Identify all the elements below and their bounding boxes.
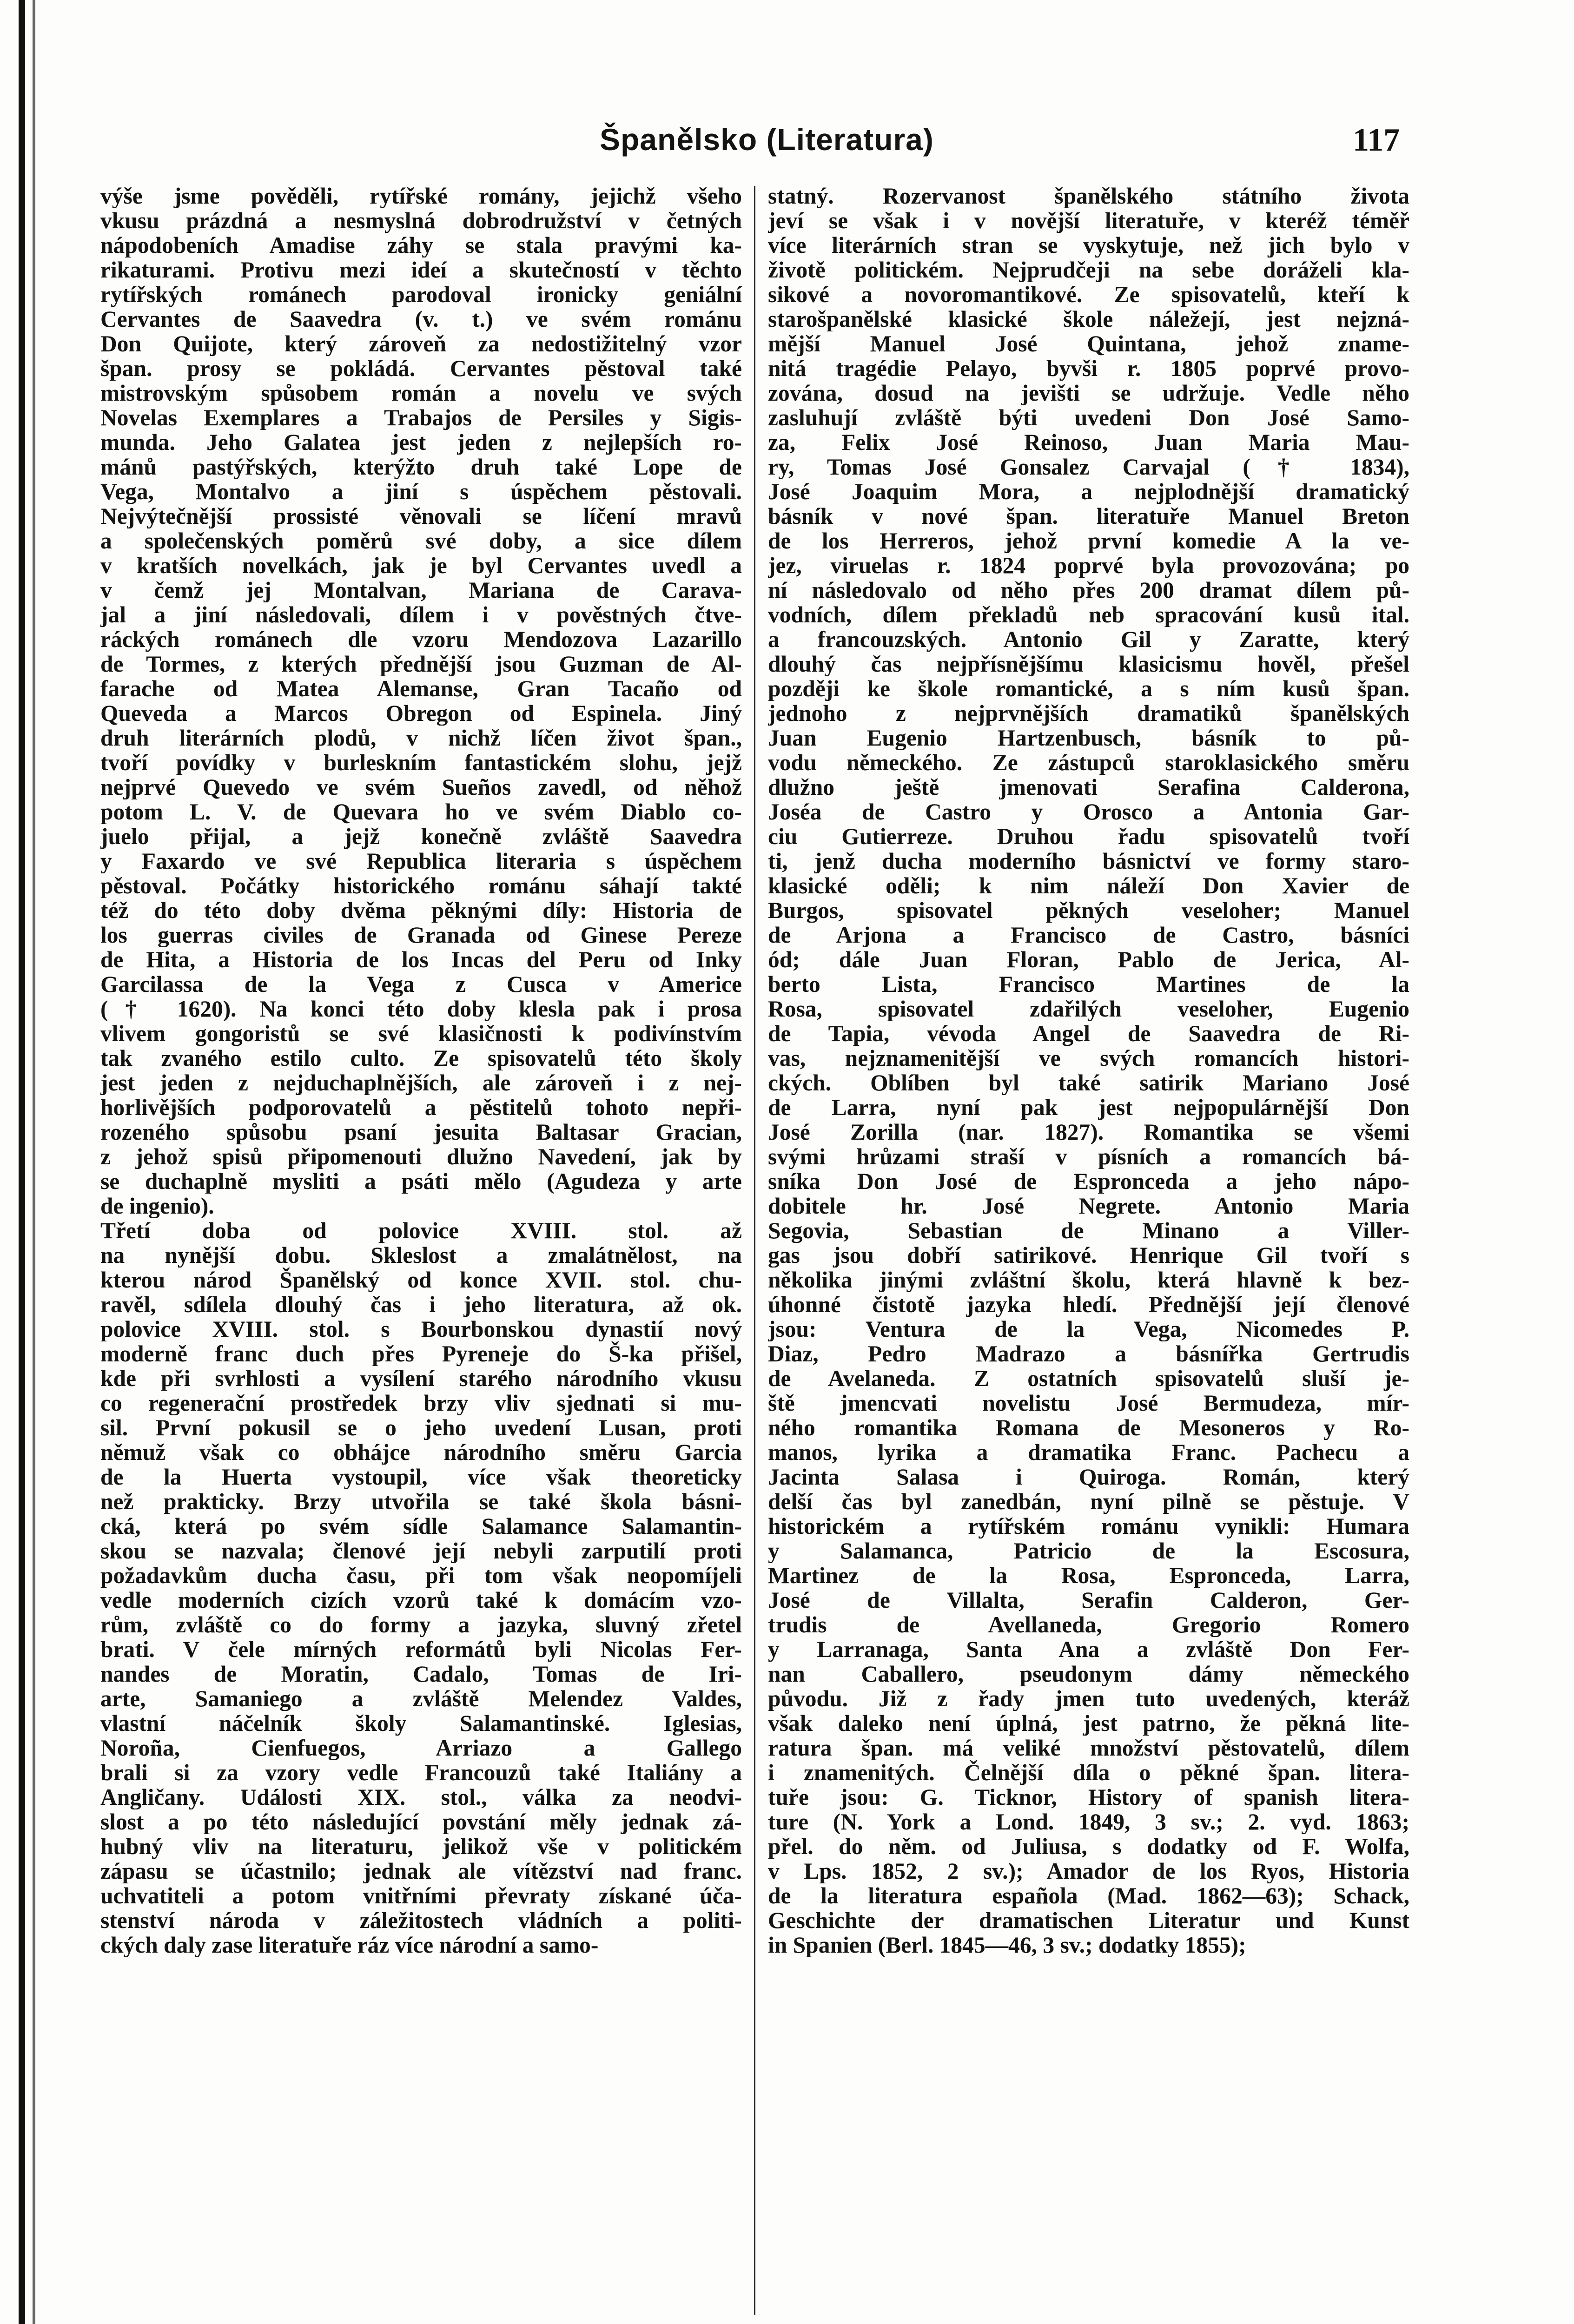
running-head xyxy=(0,122,1574,164)
text-line: ného romantika Romana de Mesoneros y Ro- xyxy=(768,1415,1409,1440)
text-line: úhonné čistotě jazyka hledí. Přednější její členové xyxy=(768,1292,1409,1317)
text-line: de la Huerta vystoupil, více však theoreticky xyxy=(100,1465,742,1489)
text-line: Noroña, Cienfuegos, Arriazo a Gallego xyxy=(100,1736,742,1760)
text-line: ratura špan. má veliké množství pěstovatelů, dílem xyxy=(768,1736,1409,1760)
text-line: výše jsme pověděli, rytířské romány, jejichž všeho xyxy=(100,184,742,208)
text-line: nan Caballero, pseudonym dámy německého xyxy=(768,1662,1409,1686)
binding-edge-shadow xyxy=(33,0,35,2324)
text-line: y Larranaga, Santa Ana a zvláště Don Fer- xyxy=(768,1637,1409,1662)
text-line: Queveda a Marcos Obregon od Espinela. Jiný xyxy=(100,701,742,726)
text-line: de Tormes, z kterých přednější jsou Guzman de Al- xyxy=(100,652,742,676)
text-line: pěstoval. Počátky historického románu sáhají takté xyxy=(100,873,742,898)
text-line: sil. První pokusil se o jeho uvedení Lusan, proti xyxy=(100,1415,742,1440)
text-line: de Arjona a Francisco de Castro, básníci xyxy=(768,923,1409,947)
text-line: dobitele hr. José Negrete. Antonio Maria xyxy=(768,1194,1409,1218)
text-line: tvoří povídky v burleskním fantastickém slohu, jejž xyxy=(100,750,742,775)
text-line: požadavkům ducha času, při tom však neopomíjeli xyxy=(100,1563,742,1588)
left-column xyxy=(100,184,742,1957)
text-line: José Zorilla (nar. 1827). Romantika se všemi xyxy=(768,1120,1409,1144)
text-line: ód; dále Juan Floran, Pablo de Jerica, Al- xyxy=(768,947,1409,972)
text-line: berto Lista, Francisco Martines de la xyxy=(768,972,1409,997)
text-line: Jacinta Salasa i Quiroga. Román, který xyxy=(768,1465,1409,1489)
text-line: však daleko není úplná, jest patrno, že pěkná lite- xyxy=(768,1711,1409,1736)
text-line: svými hrůzami straší v písních a romancích bá- xyxy=(768,1144,1409,1169)
text-line: vlivem gongoristů se své klasičnosti k podivínstvím xyxy=(100,1021,742,1046)
text-line: několika jinými zvláštní školu, která hlavně k bez- xyxy=(768,1268,1409,1292)
text-line: ravěl, sdílela dlouhý čas i jeho literatura, až ok. xyxy=(100,1292,742,1317)
text-line: statný. Rozervanost španělského státního života xyxy=(768,184,1409,208)
text-line: y Faxardo ve své Republica literaria s úspěchem xyxy=(100,849,742,873)
text-line: moderně franc duch přes Pyreneje do Š-ka přišel, xyxy=(100,1341,742,1366)
text-line: Don Quijote, který zároveň za nedostižitelný vzor xyxy=(100,331,742,356)
text-line: se duchaplně mysliti a psáti mělo (Agudeza y arte xyxy=(100,1169,742,1194)
text-line: ti, jenž ducha moderního básnictví ve formy staro- xyxy=(768,849,1409,873)
text-line: dlužno ještě jmenovati Serafina Calderona, xyxy=(768,775,1409,799)
text-line: Martinez de la Rosa, Espronceda, Larra, xyxy=(768,1563,1409,1588)
text-line: Burgos, spisovatel pěkných veseloher; Manuel xyxy=(768,898,1409,923)
text-line: později ke škole romantické, a s ním kusů špan. xyxy=(768,676,1409,701)
text-line: klasické oděli; k nim náleží Don Xavier de xyxy=(768,873,1409,898)
text-line: kterou národ Španělský od konce XVII. stol. chu- xyxy=(100,1268,742,1292)
text-line: druh literárních plodů, v nichž líčen život špan., xyxy=(100,726,742,750)
text-line: přel. do něm. od Juliusa, s dodatky od F. Wolfa, xyxy=(768,1834,1409,1859)
text-line: Vega, Montalvo a jiní s úspěchem pěstovali. xyxy=(100,479,742,504)
text-line: potom L. V. de Quevara ho ve svém Diablo co- xyxy=(100,799,742,824)
text-line: de la literatura española (Mad. 1862—63); Schack, xyxy=(768,1883,1409,1908)
text-line: Juan Eugenio Hartzenbusch, básník to pů- xyxy=(768,726,1409,750)
text-line: ture (N. York a Lond. 1849, 3 sv.; 2. vyd. 1863; xyxy=(768,1809,1409,1834)
text-line: v kratších novelkách, jak je byl Cervantes uvedl a xyxy=(100,553,742,578)
text-line: mánů pastýřských, kterýžto druh také Lope de xyxy=(100,455,742,479)
text-line: básník v nové špan. literatuře Manuel Breton xyxy=(768,504,1409,528)
text-line: zápasu se účastnilo; jednak ale vítězství nad franc. xyxy=(100,1859,742,1883)
text-line: z jehož spisů připomenouti dlužno Navedení, jak by xyxy=(100,1144,742,1169)
text-line: brali si za vzory vedle Francouzů také Italiány a xyxy=(100,1760,742,1785)
text-line: vodu německého. Ze zástupců staroklasického směru xyxy=(768,750,1409,775)
text-line: Třetí doba od polovice XVIII. stol. až xyxy=(100,1218,742,1243)
text-line: a francouzských. Antonio Gil y Zaratte, který xyxy=(768,627,1409,652)
text-line: Diaz, Pedro Madrazo a básnířka Gertrudis xyxy=(768,1341,1409,1366)
text-line: jsou: Ventura de la Vega, Nicomedes P. xyxy=(768,1317,1409,1341)
text-line: sníka Don José de Espronceda a jeho nápo- xyxy=(768,1169,1409,1194)
text-line: v čemž jej Montalvan, Mariana de Carava- xyxy=(100,578,742,602)
text-line: Garcilassa de la Vega z Cusca v Americe xyxy=(100,972,742,997)
binding-edge xyxy=(19,0,25,2324)
text-line: Novelas Exemplares a Trabajos de Persiles y Sigis- xyxy=(100,405,742,430)
text-line: horlivějších podporovatelů a pěstitelů tohoto nepři- xyxy=(100,1095,742,1120)
text-line: historickém a rytířském románu vynikli: Humara xyxy=(768,1514,1409,1538)
text-line: farache od Matea Alemanse, Gran Tacaño od xyxy=(100,676,742,701)
text-line: Rosa, spisovatel zdařilých veseloher, Eugenio xyxy=(768,997,1409,1021)
text-line: než prakticky. Brzy utvořila se také škola básni- xyxy=(100,1489,742,1514)
text-line: vas, nejznamenitější ve svých romancích histori- xyxy=(768,1046,1409,1070)
text-line: němuž však co obhájce národního směru Garcia xyxy=(100,1440,742,1465)
text-line: Cervantes de Saavedra (v. t.) ve svém románu xyxy=(100,307,742,331)
text-line: více literárních stran se vyskytuje, než jich bylo v xyxy=(768,233,1409,257)
text-line: ště jmencvati novelistu José Bermudeza, mír- xyxy=(768,1391,1409,1415)
text-line: skou se nazvala; členové její nebyli zarputilí proti xyxy=(100,1538,742,1563)
text-line: tuře jsou: G. Ticknor, History of spanish litera- xyxy=(768,1785,1409,1809)
text-line: ráckých románech dle vzoru Mendozova Lazarillo xyxy=(100,627,742,652)
text-line: uchvatiteli a potom vnitřními převraty získané úča- xyxy=(100,1883,742,1908)
text-line: José Joaquim Mora, a nejplodnější dramatický xyxy=(768,479,1409,504)
text-line: nitá tragédie Pelayo, byvši r. 1805 poprvé provo- xyxy=(768,356,1409,381)
text-line: y Salamanca, Patricio de la Escosura, xyxy=(768,1538,1409,1563)
text-line: v Lps. 1852, 2 sv.); Amador de los Ryos, Historia xyxy=(768,1859,1409,1883)
text-line: de Avelaneda. Z ostatních spisovatelů sluší je- xyxy=(768,1366,1409,1391)
text-line: de los Herreros, jehož první komedie A la ve- xyxy=(768,528,1409,553)
text-line: ciu Gutierreze. Druhou řadu spisovatelů tvoří xyxy=(768,824,1409,849)
text-line: stenství národa v záležitostech vládních a politi- xyxy=(100,1908,742,1933)
text-line: rytířských románech parodoval ironicky geniální xyxy=(100,282,742,307)
text-line: jez, viruelas r. 1824 poprvé byla provozována; po xyxy=(768,553,1409,578)
text-line: gas jsou dobří satirikové. Henrique Gil tvoří s xyxy=(768,1243,1409,1268)
text-line: slost a po této následující povstání měly jednak zá- xyxy=(100,1809,742,1834)
text-line: cká, která po svém sídle Salamance Salamantin- xyxy=(100,1514,742,1538)
right-column xyxy=(768,184,1409,1957)
text-line: dlouhý čas nejpřísnějšímu klasicismu hověl, přešel xyxy=(768,652,1409,676)
text-line: de Hita, a Historia de los Incas del Peru od Inky xyxy=(100,947,742,972)
text-line: ry, Tomas José Gonsalez Carvajal († 1834), xyxy=(768,455,1409,479)
text-line: ckých daly zase literatuře ráz více národní a samo- xyxy=(100,1933,599,1957)
text-line: rikaturami. Protivu mezi ideí a skutečností v těchto xyxy=(100,257,742,282)
running-title: Španělsko (Literatura) xyxy=(600,122,934,157)
text-line: de Tapia, vévoda Angel de Saavedra de Ri- xyxy=(768,1021,1409,1046)
text-line: kde při svrhlosti a vysílení starého národního vkusu xyxy=(100,1366,742,1391)
text-line: zasluhují zvláště býti uvedeni Don José Samo- xyxy=(768,405,1409,430)
text-line: vlastní náčelník školy Salamantinské. Iglesias, xyxy=(100,1711,742,1736)
text-line: munda. Jeho Galatea jest jeden z nejlepších ro- xyxy=(100,430,742,455)
text-line: vedle moderních cizích vzorů také k domácím vzo- xyxy=(100,1588,742,1612)
text-line: nandes de Moratin, Cadalo, Tomas de Iri- xyxy=(100,1662,742,1686)
text-line: hubný vliv na literaturu, jelikož vše v politickém xyxy=(100,1834,742,1859)
text-line: a společenských poměrů své doby, a sice dílem xyxy=(100,528,742,553)
text-line: zována, dosud na jevišti se udržuje. Vedle něho xyxy=(768,381,1409,405)
text-line: též do této doby dvěma pěknými díly: Historia de xyxy=(100,898,742,923)
text-line: Segovia, Sebastian de Minano a Viller- xyxy=(768,1218,1409,1243)
text-line: jest jeden z nejduchaplnějších, ale zároveň i z nej- xyxy=(100,1070,742,1095)
text-line: († 1620). Na konci této doby klesla pak i prosa xyxy=(100,997,742,1021)
text-line: rozeného spůsobu psaní jesuita Baltasar Gracian, xyxy=(100,1120,742,1144)
text-line: manos, lyrika a dramatika Franc. Pachecu a xyxy=(768,1440,1409,1465)
text-line: Geschichte der dramatischen Literatur und Kunst xyxy=(768,1908,1409,1933)
text-line: jednoho z nejprvnějších dramatiků španělských xyxy=(768,701,1409,726)
text-line: starošpanělské klasické škole náležejí, jest nejzná- xyxy=(768,307,1409,331)
text-line: nápodobeních Amadise záhy se stala pravými ka- xyxy=(100,233,742,257)
text-line: původu. Již z řady jmen tuto uvedených, kteráž xyxy=(768,1686,1409,1711)
text-line: arte, Samaniego a zvláště Melendez Valdes, xyxy=(100,1686,742,1711)
text-line: José de Villalta, Serafin Calderon, Ger- xyxy=(768,1588,1409,1612)
text-line: jal a jiní následovali, dílem i v pověstných čtve- xyxy=(100,602,742,627)
text-line: nejprvé Quevedo ve svém Sueños zavedl, od něhož xyxy=(100,775,742,799)
text-line: juelo přijal, a jejž konečně zvláště Saavedra xyxy=(100,824,742,849)
text-line: brati. V čele mírných reformátů byli Nicolas Fer- xyxy=(100,1637,742,1662)
text-line: trudis de Avellaneda, Gregorio Romero xyxy=(768,1612,1409,1637)
text-line: in Spanien (Berl. 1845—46, 3 sv.; dodatky 1855); xyxy=(768,1933,1246,1957)
text-line: jeví se však i v novější literatuře, v kteréž téměř xyxy=(768,208,1409,233)
text-line: de Larra, nyní pak jest nejpopulárnější Don xyxy=(768,1095,1409,1120)
text-line: los guerras civiles de Granada od Ginese Pereze xyxy=(100,923,742,947)
text-line: Angličany. Události XIX. stol., válka za neodvi- xyxy=(100,1785,742,1809)
text-line: delší čas byl zanedbán, nyní pilně se pěstuje. V xyxy=(768,1489,1409,1514)
text-line: za, Felix José Reinoso, Juan Maria Mau- xyxy=(768,430,1409,455)
text-line: mější Manuel José Quintana, jehož zname- xyxy=(768,331,1409,356)
text-line: co regenerační prostředek brzy vliv sjednati si mu- xyxy=(100,1391,742,1415)
text-line: sikové a novoromantikové. Ze spisovatelů, kteří k xyxy=(768,282,1409,307)
text-line: mistrovským spůsobem román a novelu ve svých xyxy=(100,381,742,405)
text-line: vkusu prázdná a nesmyslná dobrodružství v četných xyxy=(100,208,742,233)
page-number: 117 xyxy=(1353,122,1400,158)
text-line: i znamenitých. Čelnější díla o pěkné špan. litera- xyxy=(768,1760,1409,1785)
text-line: ckých. Oblíben byl také satirik Mariano José xyxy=(768,1070,1409,1095)
text-line: ní následovalo od něho přes 200 dramat dílem pů- xyxy=(768,578,1409,602)
text-line: Nejvýtečnější prossisté věnovali se líčení mravů xyxy=(100,504,742,528)
text-line: de ingenio). xyxy=(100,1194,214,1218)
text-line: na nynější dobu. Skleslost a zmalátnělost, na xyxy=(100,1243,742,1268)
text-line: rům, zvláště co do formy a jazyka, sluvný zřetel xyxy=(100,1612,742,1637)
text-line: Joséa de Castro y Orosco a Antonia Gar- xyxy=(768,799,1409,824)
text-line: polovice XVIII. stol. s Bourbonskou dynastií nový xyxy=(100,1317,742,1341)
text-line: životě politickém. Nejprudčeji na sebe doráželi kla- xyxy=(768,257,1409,282)
text-line: tak zvaného estilo culto. Ze spisovatelů této školy xyxy=(100,1046,742,1070)
text-line: vodních, dílem překladů neb spracování kusů ital. xyxy=(768,602,1409,627)
column-rule xyxy=(754,186,755,2315)
text-line: špan. prosy se pokládá. Cervantes pěstoval také xyxy=(100,356,742,381)
